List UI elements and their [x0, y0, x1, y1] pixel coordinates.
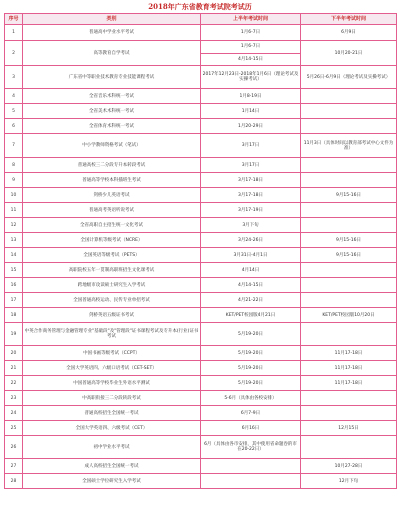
header-first-half: 上半年考试时间 [201, 14, 301, 25]
exam-category: 全省美术术科统一考试 [23, 104, 201, 119]
exam-category: 中英合作商务管理与金融管理专业"基础段"及"管理段"证书课程考试及专升本(行业)证书考试 [23, 323, 201, 346]
row-number: 12 [5, 218, 23, 233]
first-half-time [201, 459, 301, 474]
second-half-time [301, 391, 397, 406]
table-row [5, 89, 397, 104]
first-half-time [201, 474, 301, 489]
row-number: 11 [5, 203, 23, 218]
first-half-time: 6月（具体由各市安排，其中使用省命题卷的市在20-22日） [201, 436, 301, 459]
table-row [5, 119, 397, 134]
row-number: 5 [5, 104, 23, 119]
second-half-time: KET/PET校园版10月20日 [301, 308, 397, 323]
header-seq: 序号 [5, 14, 23, 25]
first-half-time: 2017年12月23日-2018年1月6日（理论考试及实操考试） [201, 66, 301, 89]
exam-category: 中国普通高等学校毕业生外语水平测试 [23, 376, 201, 391]
second-half-time: 9月15-16日 [301, 233, 397, 248]
second-half-time [301, 173, 397, 188]
exam-category: 剑桥少儿英语考试 [23, 188, 201, 203]
first-half-time: 4月14-15日 [201, 278, 301, 293]
first-half-time-part: 4月14-15日 [238, 57, 263, 62]
row-number: 13 [5, 233, 23, 248]
exam-category: 全国大学英语四、六级考试（CET） [23, 421, 201, 436]
row-number: 22 [5, 376, 23, 391]
first-half-time: 3月17-18日 [201, 188, 301, 203]
second-half-time: 11月17-18日 [301, 376, 397, 391]
row-number: 7 [5, 134, 23, 158]
table-row [5, 474, 397, 489]
table-row [5, 346, 397, 361]
table-row [5, 233, 397, 248]
table-row [5, 376, 397, 391]
exam-category: 全省高职自主招生统一文化考试 [23, 218, 201, 233]
exam-category: 中国书画等级考试（CCPT） [23, 346, 201, 361]
header-second-half: 下半年考试时间 [301, 14, 397, 25]
second-half-time [301, 263, 397, 278]
second-half-time [301, 323, 397, 346]
exam-category: 初中学业水平考试 [23, 436, 201, 459]
table-row [5, 278, 397, 293]
row-number: 18 [5, 308, 23, 323]
row-number: 27 [5, 459, 23, 474]
row-number: 19 [5, 323, 23, 346]
row-number: 10 [5, 188, 23, 203]
second-half-time [301, 119, 397, 134]
row-number: 21 [5, 361, 23, 376]
first-half-time: 6月7-9日 [201, 406, 301, 421]
row-number: 9 [5, 173, 23, 188]
first-half-time: 3月17日 [201, 158, 301, 173]
first-half-time: 3月17-18日 [201, 173, 301, 188]
table-row [5, 459, 397, 474]
exam-category: 普通高校招生全国统一考试 [23, 406, 201, 421]
row-number: 3 [5, 66, 23, 89]
exam-category: 全国英语等级考试（PETS） [23, 248, 201, 263]
row-number: 4 [5, 89, 23, 104]
exam-category: 剑桥英语五级证书考试 [23, 308, 201, 323]
exam-category: 高等教育自学考试 [23, 41, 201, 66]
second-half-time: 11月17-18日 [301, 361, 397, 376]
exam-category: 全省体育术科统一考试 [23, 119, 201, 134]
first-half-time: 5月19-20日 [201, 361, 301, 376]
table-row [5, 104, 397, 119]
first-half-time: 1月14日 [201, 104, 301, 119]
table-row [5, 25, 397, 41]
table-row [5, 134, 397, 158]
row-number: 23 [5, 391, 23, 406]
exam-category: 高职院校五年一贯制高职班招生文化课考试 [23, 263, 201, 278]
row-number: 24 [5, 406, 23, 421]
exam-schedule-table [4, 13, 397, 489]
first-half-time: 3月31日-4月1日 [201, 248, 301, 263]
first-half-time [201, 41, 301, 66]
header-row [5, 14, 397, 25]
first-half-time: 1月8-19日 [201, 89, 301, 104]
row-number: 1 [5, 25, 23, 41]
table-row [5, 188, 397, 203]
exam-category: 全国计算机等级考试（NCRE） [23, 233, 201, 248]
table-row [5, 173, 397, 188]
second-half-time [301, 158, 397, 173]
exam-category: 普通高中学业水平考试 [23, 25, 201, 41]
exam-category: 中小学教师资格考试（笔试） [23, 134, 201, 158]
table-row [5, 406, 397, 421]
second-half-time [301, 218, 397, 233]
first-half-time: 6月16日 [201, 421, 301, 436]
table-row [5, 293, 397, 308]
table-row [5, 66, 397, 89]
second-half-time [301, 293, 397, 308]
row-number: 16 [5, 278, 23, 293]
row-number: 15 [5, 263, 23, 278]
exam-category: 成人高校招生全国统一考试 [23, 459, 201, 474]
row-number: 6 [5, 119, 23, 134]
table-row [5, 323, 397, 346]
first-half-time: 5月19-20日 [201, 376, 301, 391]
first-half-time: 4月14日 [201, 263, 301, 278]
first-half-time: 4月21-22日 [201, 293, 301, 308]
first-half-time: 5月19-20日 [201, 346, 301, 361]
exam-category: 普通高考英语听说考试 [23, 203, 201, 218]
second-half-time [301, 278, 397, 293]
exam-category: 全国大学英语四、六级口语考试（CET-SET） [23, 361, 201, 376]
exam-category: 全省音乐术科统一考试 [23, 89, 201, 104]
second-half-time [301, 406, 397, 421]
table-row [5, 41, 397, 66]
first-half-time: 3月17-19日 [201, 203, 301, 218]
table-row [5, 158, 397, 173]
row-number: 28 [5, 474, 23, 489]
first-half-time: 3月下旬 [201, 218, 301, 233]
table-row [5, 421, 397, 436]
first-half-time: KET/PET校园版4月21日 [201, 308, 301, 323]
row-number: 26 [5, 436, 23, 459]
second-half-time: 11月17-18日 [301, 346, 397, 361]
second-half-time: 11月3日（具体时间以教育部考试中心文件为准） [301, 134, 397, 158]
second-half-time: 6月9日 [301, 25, 397, 41]
second-half-time: 12月下旬 [301, 474, 397, 489]
table-row [5, 263, 397, 278]
exam-category: 全国硕士学位研究生入学考试 [23, 474, 201, 489]
table-row [5, 361, 397, 376]
first-half-time: 5月19-20日 [201, 323, 301, 346]
second-half-time [301, 104, 397, 119]
row-number: 14 [5, 248, 23, 263]
exam-category: 广东省中等职业技术教育专业技能课程考试 [23, 66, 201, 89]
second-half-time [301, 436, 397, 459]
row-number: 25 [5, 421, 23, 436]
table-row [5, 436, 397, 459]
second-half-time: 5月26日-6月9日（理论考试及实操考试） [301, 66, 397, 89]
row-number: 17 [5, 293, 23, 308]
first-half-time: 3月17日 [201, 134, 301, 158]
second-half-time: 10月27-28日 [301, 459, 397, 474]
table-body [5, 25, 397, 489]
table-row [5, 203, 397, 218]
exam-category: 普通高等学校本科插班生考试 [23, 173, 201, 188]
second-half-time [301, 203, 397, 218]
row-number: 20 [5, 346, 23, 361]
exam-category: 跨地级市攻读硕士研究生入学考试 [23, 278, 201, 293]
first-half-time: 1月6-7日 [201, 25, 301, 41]
exam-calendar-sheet [4, 1, 396, 489]
exam-category: 中高职衔接三二分段转段考试 [23, 391, 201, 406]
table-row [5, 308, 397, 323]
exam-category: 普通高校三二分段专升本转段考试 [23, 158, 201, 173]
second-half-time: 10月20-21日 [301, 41, 397, 66]
first-half-time: 3月24-26日 [201, 233, 301, 248]
row-number: 8 [5, 158, 23, 173]
row-number: 2 [5, 41, 23, 66]
first-half-time: 5-6月（具体由各校安排） [201, 391, 301, 406]
table-row [5, 391, 397, 406]
first-half-time: 1月20-29日 [201, 119, 301, 134]
header-category: 类别 [23, 14, 201, 25]
second-half-time: 9月15-16日 [301, 188, 397, 203]
exam-category: 全国普通高校运动、民传专业单招考试 [23, 293, 201, 308]
second-half-time: 9月15-16日 [301, 248, 397, 263]
second-half-time: 12月15日 [301, 421, 397, 436]
table-row [5, 248, 397, 263]
sheet-title: 2018年广东省教育考试院考试历 [148, 2, 252, 11]
table-row [5, 218, 397, 233]
first-half-time-part: 1月6-7日 [201, 41, 300, 54]
second-half-time [301, 89, 397, 104]
